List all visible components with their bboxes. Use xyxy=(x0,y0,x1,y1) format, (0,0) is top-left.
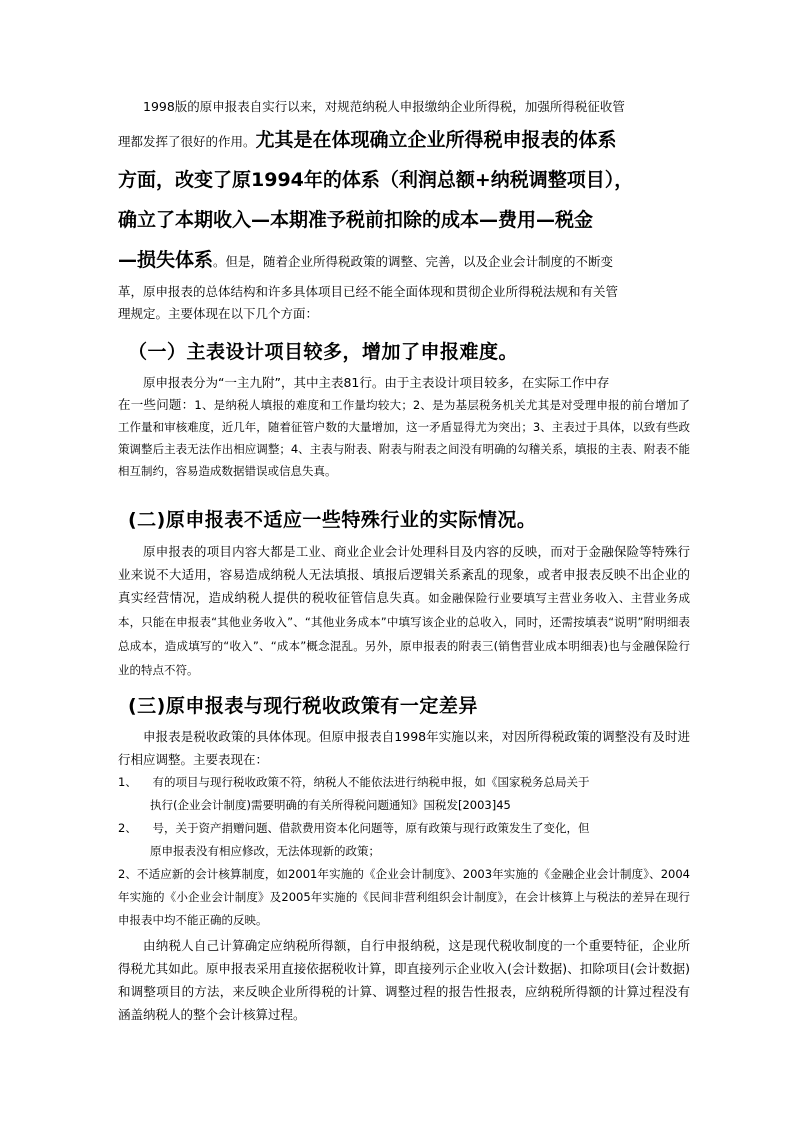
intro-line-7: 理规定。主要体现在以下几个方面： xyxy=(118,306,319,321)
intro-line-5 xyxy=(118,240,690,281)
section-2-body xyxy=(118,540,690,682)
list-item-number: 1、 xyxy=(118,775,137,789)
intro-bold-line-4: 确立了本期收入—本期准予税前扣除的成本—费用—税金 xyxy=(118,209,594,231)
section-1-heading: （一）主表设计项目较多，增加了申报难度。 xyxy=(128,341,519,363)
intro-line-5-normal: 。但是，随着企业所得税政策的调整、完善，以及企业会计制度的不断变 xyxy=(213,254,614,269)
section-3-para-b: 2、不适应新的会计核算制度，如2001年实施的《企业会计制度》、2003年实施的《金融企业会计制度》、2004年实施的《小企业会计制度》及2005年实施的《民间非营利组织会计制度》，在会计核算上与税法的差异在现行申报表中均不能正确的反映。 xyxy=(118,867,690,927)
section-3-para-a: 申报表是税收政策的具体体现。但原申报表自1998年实施以来，对因所得税政策的调整没有及时进行相应调整。主要表现在： xyxy=(118,729,690,767)
list-item-text: 有的项目与现行税收政策不符，纳税人不能依法进行纳税申报，如《国家税务总局关于 xyxy=(152,775,590,789)
section-1-para-b: 在一些问题： xyxy=(118,397,195,412)
intro-line-6: 革，原申报表的总体结构和许多具体项目已经不能全面体现和贯彻企业所得税法规和有关管 xyxy=(118,284,619,299)
list-item-continuation: 原申报表没有相应修改，无法体现新的政策； xyxy=(150,844,380,858)
section-3-body xyxy=(118,725,690,1026)
section-1-para-a: 原申报表分为“一主九附”，其中主表81行。由于主表设计项目较多，在实际工作中存 xyxy=(143,375,610,390)
intro-paragraph xyxy=(118,94,690,325)
list-item-continuation: 执行(企业会计制度)需要明确的有关所得税问题通知》国税发[2003]45 xyxy=(150,798,511,812)
list-item xyxy=(118,817,690,863)
list-item xyxy=(118,771,690,817)
list-item-number: 2、 xyxy=(118,821,137,835)
intro-line-1: 1998版的原申报表自实行以来，对规范纳税人申报缴纳企业所得税，加强所得税征收管 xyxy=(143,99,625,114)
section-1-body xyxy=(118,372,690,482)
section-1-para-c: 1、是纳税人填报的难度和工作量均较大；2、是为基层税务机关尤其是对受理申报的前台增加了工作量和审核难度，近几年，随着征管户数的大量增加，这一矛盾显得尤为突出；3、主表过于具体，以致有些政策调整后主表无法作出相应调整；4、主表与附表、附表与附表之间没有明确的勾稽关系，填报的主表、附表不能相互制约，容易造成数据错误或信息失真。 xyxy=(118,398,690,478)
section-2-para-b: 如金融保险行业要填写主营业务收入、主营业务成本，只能在申报表“其他业务收入”、“其他业务成本”中填写该企业的总收入，同时，还需按填表“说明”附明细表总成本，造成填写的“收入”、“成本”概念混乱。另外，原申报表的附表三(销售营业成本明细表)也与金融保险行业的特点不符。 xyxy=(118,591,690,677)
section-3-heading: (三)原申报表与现行税收政策有一定差异 xyxy=(128,695,478,717)
intro-line-2-bold: 尤其是在体现确立企业所得税申报表的体系 xyxy=(255,129,617,151)
intro-line-2-normal: 理都发挥了很好的作用。 xyxy=(118,134,256,149)
intro-bold-line-3: 方面，改变了原1994年的体系（利润总额+纳税调整项目）， xyxy=(118,169,634,191)
section-2-para-a: 原申报表的项目内容大都是工业、商业企业会计处理科目及内容的反映，而对于金融保险等特殊行业来说不大适用，容易造成纳税人无法填报、填报后逻辑关系紊乱的现象，或者申报表反映不出企业的真实经营情况，造成纳税人提供的税收征管信息失真。 xyxy=(118,544,690,605)
intro-line-5-bold: —损失体系 xyxy=(118,249,214,271)
list-item-text: 号，关于资产捐赠问题、借款费用资本化问题等，原有政策与现行政策发生了变化，但 xyxy=(152,821,590,835)
section-3-para-c: 由纳税人自己计算确定应纳税所得额，自行申报纳税，这是现代税收制度的一个重要特征，企业所得税尤其如此。原申报表采用直接依据税收计算，即直接列示企业收入(会计数据)、扣除项目(会计数据)和调整项目的方法，来反映企业所得税的计算、调整过程的报告性报表，应纳税所得额的计算过程没有涵盖纳税人的整个会计核算过程。 xyxy=(118,938,690,1022)
section-2-heading: (二)原申报表不适应一些特殊行业的实际情况。 xyxy=(128,509,537,531)
intro-line-2 xyxy=(118,120,690,160)
